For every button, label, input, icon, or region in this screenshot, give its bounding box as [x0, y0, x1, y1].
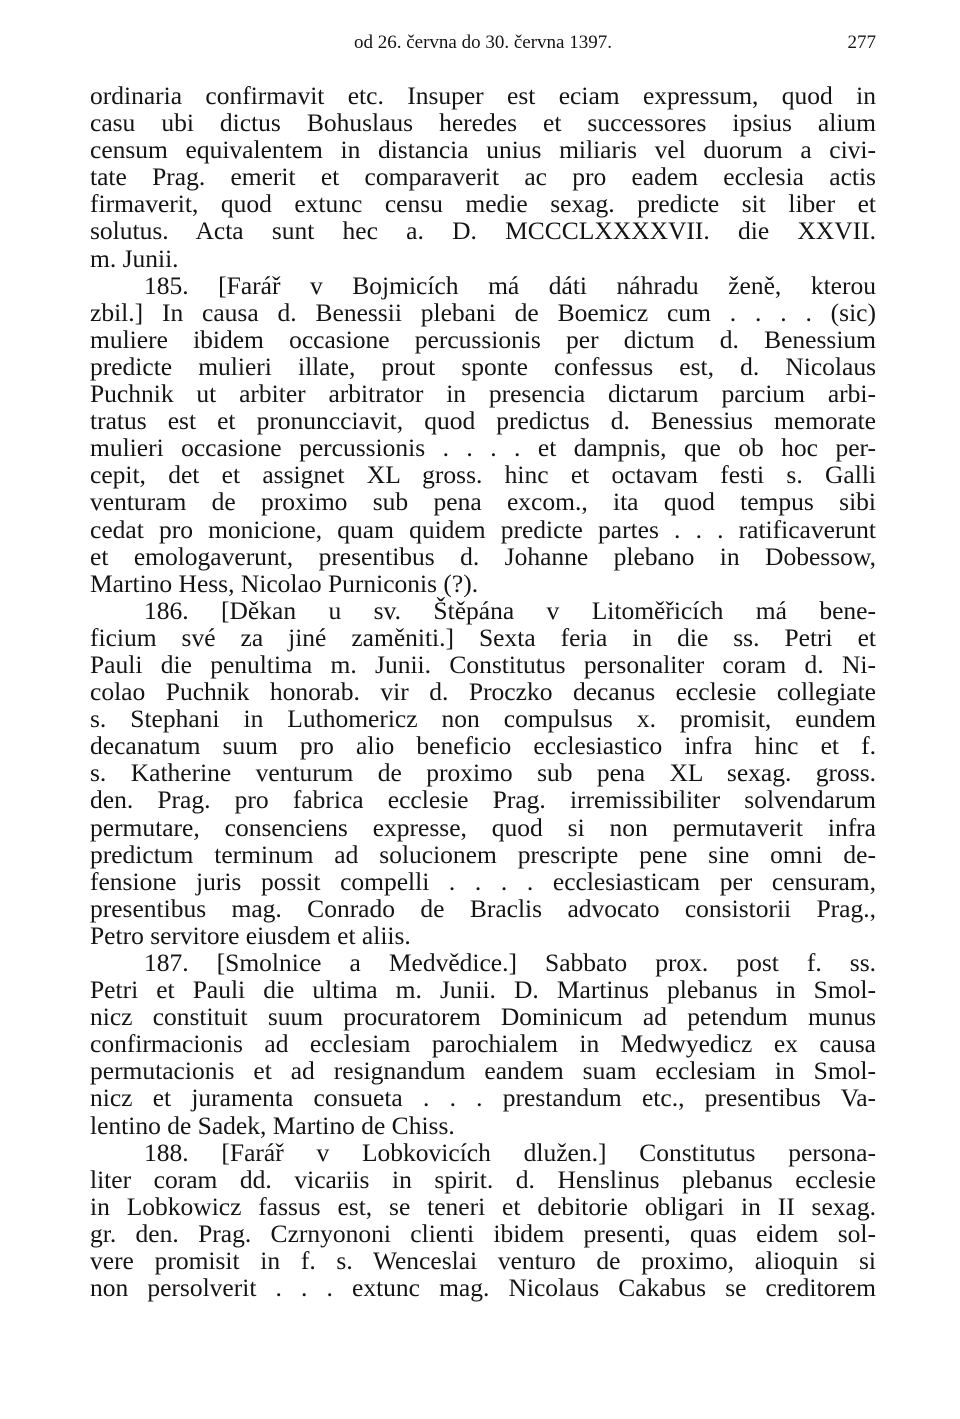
page-number: 277 [847, 32, 876, 53]
text-line: predicte mulieri illate, prout sponte confessus est, d. Nicolaus [90, 351, 876, 381]
text-line: nicz constituit suum procuratorem Dominicum ad petendum munus [90, 1002, 876, 1032]
text-line: tate Prag. emerit et comparaverit ac pro eadem ecclesia actis [90, 162, 876, 192]
text-line: Puchnik ut arbiter arbitrator in presencia dictarum parcium arbi- [90, 379, 876, 409]
text-line: decanatum suum pro alio beneficio ecclesiastico infra hinc et f. [90, 731, 876, 761]
text-line: Petro servitore eiusdem et aliis. [90, 920, 411, 950]
entry-heading-line: 186. [Děkan u sv. Štěpána v Litoměřicích má bene- [144, 595, 876, 625]
text-line: ficium své za jiné zaměniti.] Sexta feria in die ss. Petri et [90, 622, 876, 652]
text-line: solutus. Acta sunt hec a. D. MCCCLXXXXVII. die XXVII. [90, 216, 876, 246]
entry-heading-line: 187. [Smolnice a Medvědice.] Sabbato prox. post f. ss. [144, 948, 876, 977]
text-line: Pauli die penultima m. Junii. Constitutus personaliter coram d. Ni- [90, 649, 876, 679]
text-line: predictum terminum ad solucionem prescripte pene sine omni de- [90, 839, 876, 869]
text-line: vere promisit in f. s. Wenceslai venturo de proximo, alioquin si [90, 1246, 876, 1276]
running-title: od 26. června do 30. června 1397. [353, 32, 612, 53]
text-line: Martino Hess, Nicolao Purniconis (?). [90, 568, 479, 598]
text-line: censum equivalentem in distancia unius miliaris vel duorum a civi- [90, 135, 876, 165]
running-head [90, 30, 876, 56]
text-line: tratus est et pronuncciavit, quod predictus d. Benessius memorate [90, 406, 876, 436]
text-line: muliere ibidem occasione percussionis per dictum d. Benessium [90, 324, 876, 354]
text-line: ordinaria confirmavit etc. Insuper est eciam expressum, quod in [90, 81, 876, 110]
body-text [90, 82, 876, 1301]
text-line: cedat pro monicione, quam quidem predicte partes . . . ratificaverunt [90, 514, 876, 544]
text-line: presentibus mag. Conrado de Braclis advocato consistorii Prag., [90, 893, 876, 923]
text-line: non persolverit . . . extunc mag. Nicolaus Cakabus se creditorem [90, 1273, 876, 1303]
text-line: zbil.] In causa d. Benessii plebani de Boemicz cum . . . . (sic) [90, 297, 876, 327]
entry-heading-line: 185. [Farář v Bojmicích má dáti náhradu ženě, kterou [144, 270, 876, 300]
text-line: liter coram dd. vicariis in spirit. d. Henslinus plebanus ecclesie [90, 1164, 876, 1194]
text-line: s. Katherine venturum de proximo sub pena XL sexag. gross. [90, 758, 876, 788]
entry-heading-line: 188. [Farář v Lobkovicích dlužen.] Constitutus persona- [144, 1137, 876, 1167]
text-line: den. Prag. pro fabrica ecclesie Prag. irremissibiliter solvendarum [90, 785, 876, 815]
text-line: fensione juris possit compelli . . . . ecclesiasticam per censuram, [90, 866, 876, 896]
text-line: s. Stephani in Luthomericz non compulsus x. promisit, eundem [90, 704, 876, 734]
text-line: cepit, det et assignet XL gross. hinc et octavam festi s. Galli [90, 460, 876, 490]
text-line: casu ubi dictus Bohuslaus heredes et successores ipsius alium [90, 108, 876, 138]
text-line: permutacionis et ad resignandum eandem suam ecclesiam in Smol- [90, 1056, 876, 1086]
text-line: et emologaverunt, presentibus d. Johanne plebano in Dobessow, [90, 541, 876, 571]
text-line: mulieri occasione percussionis . . . . et dampnis, que ob hoc per- [90, 433, 876, 463]
text-line: m. Junii. [90, 243, 179, 273]
text-line: in Lobkowicz fassus est, se teneri et debitorie obligari in II sexag. [90, 1191, 876, 1221]
text-line: gr. den. Prag. Czrnyononi clienti ibidem presenti, quas eidem sol- [90, 1218, 876, 1248]
text-line: venturam de proximo sub pena excom., ita quod tempus sibi [90, 487, 876, 517]
text-line: permutare, consenciens expresse, quod si non permutaverit infra [90, 812, 876, 842]
text-line: firmaverit, quod extunc censu medie sexag. predicte sit liber et [90, 189, 876, 219]
text-line: Petri et Pauli die ultima m. Junii. D. Martinus plebanus in Smol- [90, 975, 876, 1005]
text-line: confirmacionis ad ecclesiam parochialem in Medwyedicz ex causa [90, 1029, 876, 1059]
text-line: colao Puchnik honorab. vir d. Proczko decanus ecclesie collegiate [90, 677, 876, 707]
text-line: lentino de Sadek, Martino de Chiss. [90, 1110, 455, 1140]
text-line: nicz et juramenta consueta . . . prestandum etc., presentibus Va- [90, 1083, 876, 1113]
